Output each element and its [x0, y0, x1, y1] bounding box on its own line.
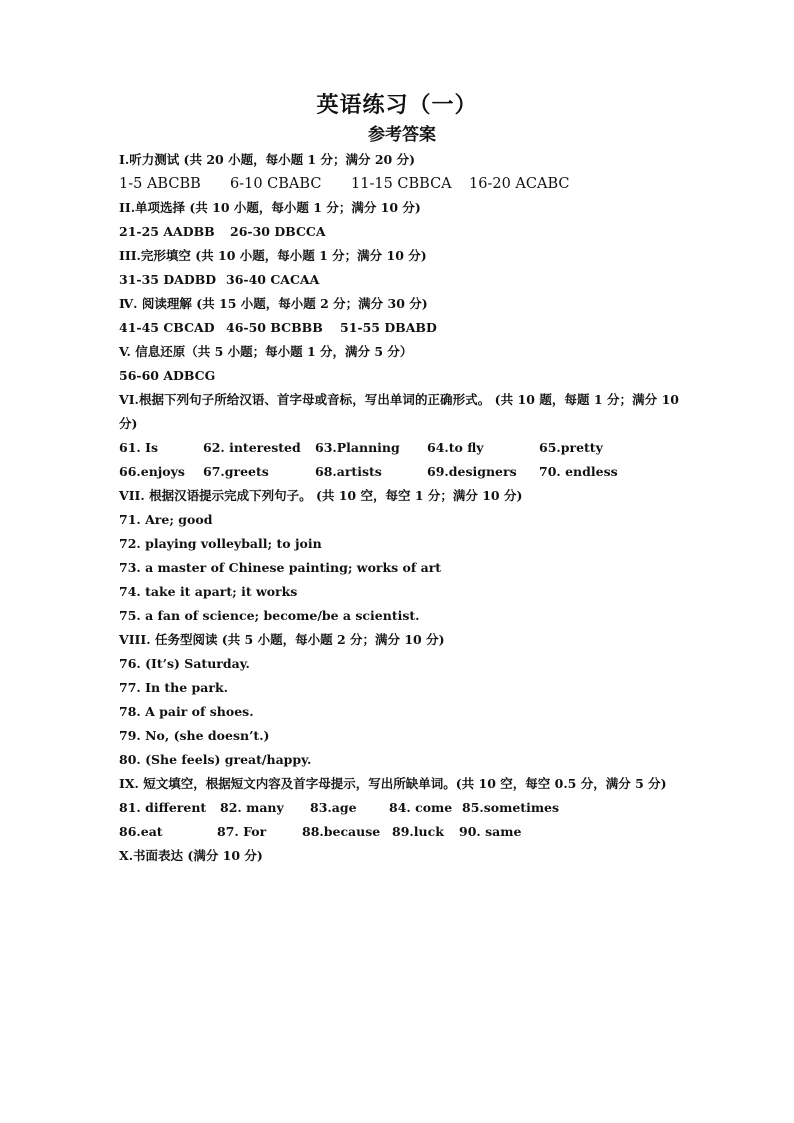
section-3-answers	[119, 268, 679, 292]
answer-group: 46-50 BCBBB	[226, 320, 323, 335]
answer-line: 78. A pair of shoes.	[119, 704, 254, 719]
answer-item: 64.to fly	[427, 440, 484, 455]
answer-item: 84. come	[389, 800, 453, 815]
answer-line: 77. In the park.	[119, 680, 228, 695]
answer-item: 70. endless	[539, 464, 618, 479]
answer-item: 82. many	[220, 800, 284, 815]
answer-item: 65.pretty	[539, 440, 603, 455]
answer-item: 90. same	[459, 824, 522, 839]
section-3-header: III.完形填空 (共 10 小题，每小题 1 分；满分 10 分)	[119, 248, 427, 263]
section-6-header: VI.根据下列句子所给汉语、首字母或音标，写出单词的正确形式。 (共 10 题，每题 1 分；满分 10 分)	[119, 392, 679, 431]
section-9-row-1	[119, 796, 679, 820]
answer-group: 6-10 CBABC	[230, 176, 322, 192]
section-2-answers	[119, 220, 679, 244]
answer-item: 61. Is	[119, 440, 158, 455]
answer-line: 80. (She feels) great/happy.	[119, 752, 312, 767]
answer-group: 36-40 CACAA	[226, 272, 320, 287]
answer-item: 66.enjoys	[119, 464, 185, 479]
answer-content	[119, 148, 679, 868]
answer-item: 68.artists	[315, 464, 382, 479]
answer-item: 87. For	[217, 824, 267, 839]
section-1-answers	[119, 172, 679, 196]
answer-item: 62. interested	[203, 440, 301, 455]
section-6-row-1	[119, 436, 679, 460]
section-1-header: I.听力测试 (共 20 小题，每小题 1 分；满分 20 分)	[119, 152, 415, 167]
section-6-row-2	[119, 460, 679, 484]
answer-item: 85.sometimes	[462, 800, 560, 815]
answer-line: 75. a fan of science; become/be a scientist.	[119, 608, 420, 623]
answer-group: 31-35 DADBD	[119, 272, 217, 287]
section-4-header: Ⅳ. 阅读理解 (共 15 小题，每小题 2 分；满分 30 分)	[119, 296, 428, 311]
answer-group: 11-15 CBBCA	[351, 176, 452, 192]
answer-line: 74. take it apart; it works	[119, 584, 298, 599]
answer-item: 81. different	[119, 800, 207, 815]
section-9-row-2	[119, 820, 679, 844]
page-title: 英语练习（一）	[316, 92, 478, 118]
answer-item: 83.age	[310, 800, 357, 815]
section-8-header: VIII. 任务型阅读 (共 5 小题，每小题 2 分；满分 10 分)	[119, 632, 445, 647]
section-5-header: V. 信息还原（共 5 小题；每小题 1 分，满分 5 分）	[119, 344, 413, 359]
answer-group: 41-45 CBCAD	[119, 320, 215, 335]
answer-group: 16-20 ACABC	[469, 176, 570, 192]
answer-line: 79. No, (she doesn’t.)	[119, 728, 270, 743]
section-10-header: X.书面表达 (满分 10 分)	[119, 848, 263, 863]
answer-item: 89.luck	[392, 824, 444, 839]
answer-item: 69.designers	[427, 464, 517, 479]
answer-line: 76. (It’s) Saturday.	[119, 656, 250, 671]
answer-group: 21-25 AADBB	[119, 224, 215, 239]
answer-group: 26-30 DBCCA	[230, 224, 326, 239]
answer-line: 71. Are; good	[119, 512, 213, 527]
section-5-answers: 56-60 ADBCG	[119, 368, 216, 383]
answer-item: 63.Planning	[315, 440, 400, 455]
answer-line: 72. playing volleyball; to join	[119, 536, 322, 551]
section-2-header: II.单项选择 (共 10 小题，每小题 1 分；满分 10 分)	[119, 200, 421, 215]
section-9-header: IX. 短文填空，根据短文内容及首字母提示，写出所缺单词。(共 10 空，每空 0.5 分，满分 5 分)	[119, 776, 667, 791]
page-subtitle: 参考答案	[368, 125, 436, 145]
answer-group: 1-5 ABCBB	[119, 176, 201, 192]
section-4-answers	[119, 316, 679, 340]
answer-line: 73. a master of Chinese painting; works of art	[119, 560, 442, 575]
answer-item: 86.eat	[119, 824, 163, 839]
answer-item: 88.because	[302, 824, 381, 839]
answer-item: 67.greets	[203, 464, 269, 479]
section-7-header: VII. 根据汉语提示完成下列句子。 (共 10 空，每空 1 分；满分 10 分)	[119, 488, 523, 503]
answer-group: 51-55 DBABD	[340, 320, 437, 335]
